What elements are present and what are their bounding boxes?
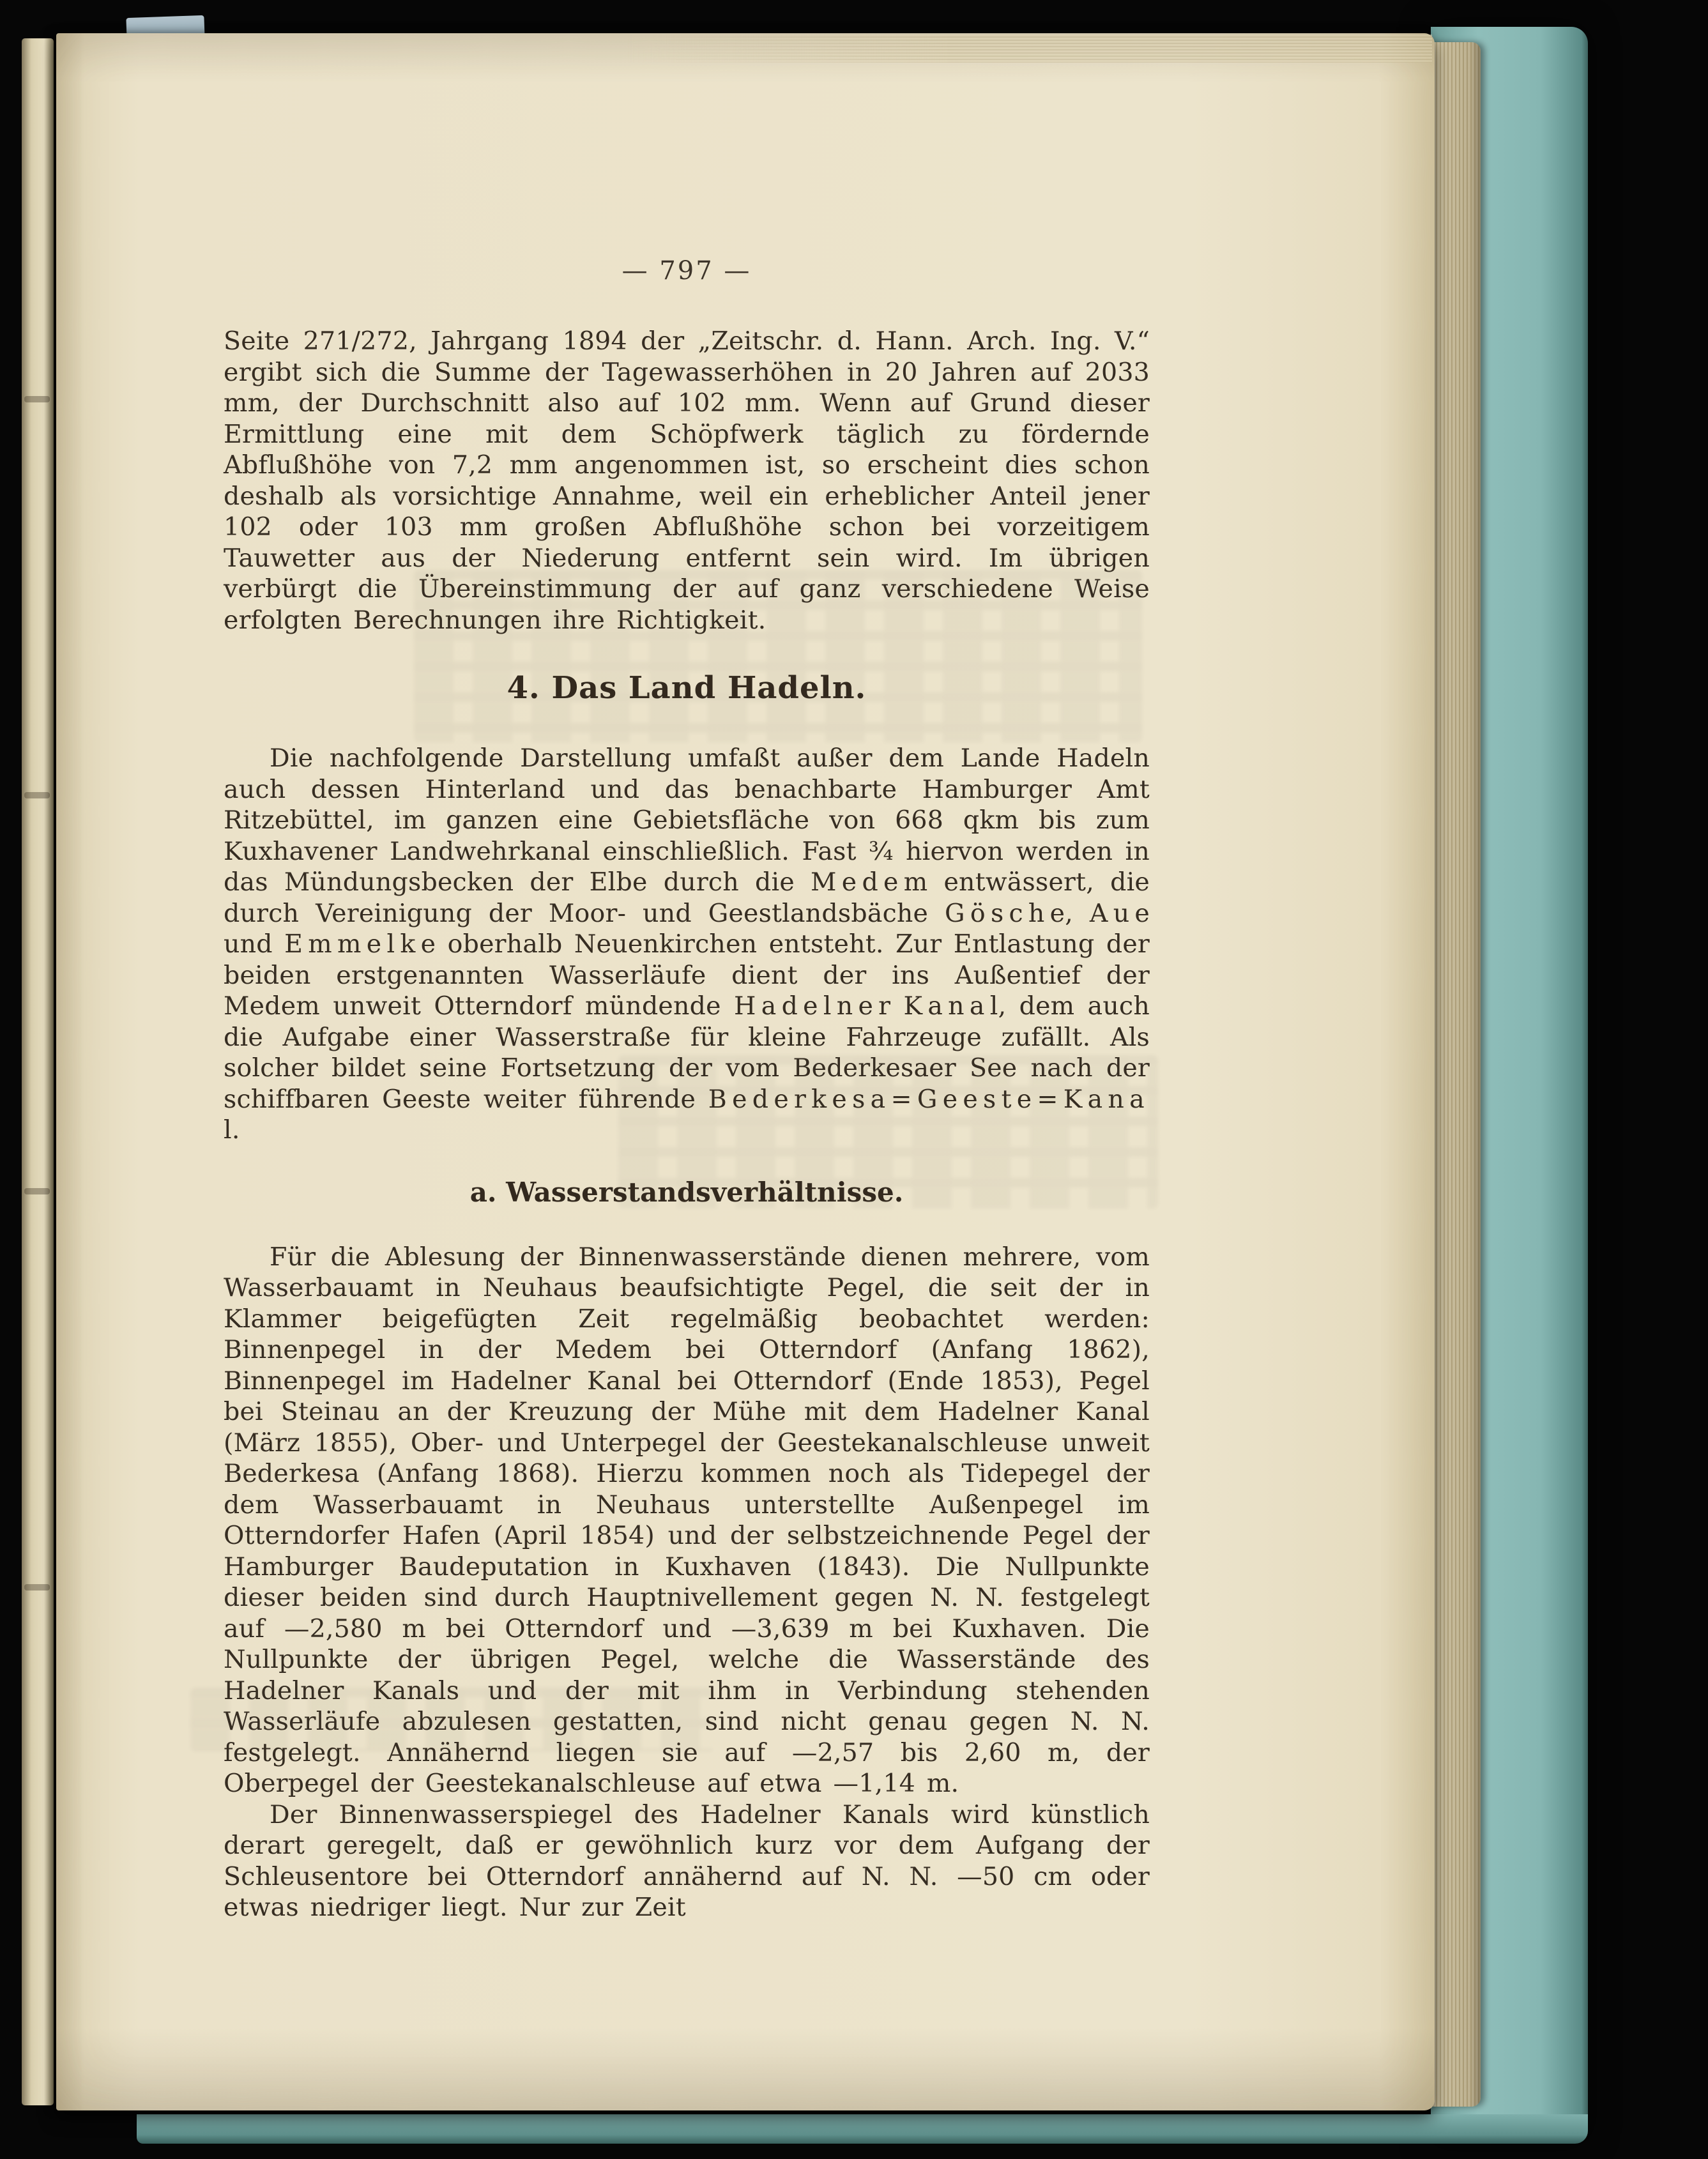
left-page-edge — [22, 38, 54, 2105]
stitch-mark — [24, 1188, 50, 1194]
paragraph-3: Für die Ablesung der Binnenwasserstände dienen mehrere, vom Wasserbauamt in Neuhaus beaufsichtigte Pegel, die seit der in Klammer beigefügten Zeit regelmäßig beobachtet werden: Binnenpegel in der Medem bei Otterndorf (Anfang 1862), Binnenpegel im Hadelner Kanal bei Otterndorf (Ende 1853), Pegel bei Steinau an der Kreuzung der Mühe mit dem Hadelner Kanal (März 1855), Ober- und Unterpegel der Geestekanalschleuse unweit Bederkesa (Anfang 1868). Hierzu kommen noch als Tidepegel der dem Wasserbauamt in Neuhaus unterstellte Außenpegel im Otterndorfer Hafen (April 1854) und der selbstzeichnende Pegel der Hamburger Baudeputation in Kuxhaven (1843). Die Nullpunkte dieser beiden sind durch Hauptnivellement gegen N. N. festgelegt auf —2,580 m bei Otterndorf und —3,639 m bei Kuxhaven. Die Nullpunkte der übrigen Pegel, welche die Wasserstände des Hadelner Kanals und der mit ihm in Verbindung stehenden Wasserläufe abzulesen gestatten, sind nicht genau gegen N. N. festgelegt. Annähernd liegen sie auf —2,57 bis 2,60 m, der Oberpegel der Geestekanalschleuse auf etwa —1,14 m. — [224, 1242, 1150, 1798]
page-number: — 797 — — [621, 256, 752, 286]
section-heading: 4. Das Land Hadeln. — [507, 670, 867, 706]
subsection-heading: a. Wasserstandsverhältnisse. — [469, 1176, 904, 1208]
text-column — [224, 256, 1150, 1923]
stitch-mark — [24, 1584, 50, 1591]
paragraph-4: Der Binnenwasserspiegel des Hadelner Kanals wird künstlich derart geregelt, daß er gewöhnlich kurz vor dem Aufgang der Schleusentore bei Otterndorf annähernd auf N. N. —50 cm oder etwas niedriger liegt. Nur zur Zeit — [224, 1799, 1150, 1922]
book-page — [56, 33, 1435, 2110]
book-cover-bottom — [137, 2114, 1588, 2144]
paragraph-1: Seite 271/272, Jahrgang 1894 der „Zeitschr. d. Hann. Arch. Ing. V.“ ergibt sich die Summe der Tagewasserhöhen in 20 Jahren auf 2033 mm, der Durchschnitt also auf 102 mm. Wenn auf Grund dieser Ermittlung eine mit dem Schöpfwerk täglich zu fördernde Abflußhöhe von 7,2 mm angenommen ist, so erscheint dies schon deshalb als vorsichtige Annahme, weil ein erheblicher Anteil jener 102 oder 103 mm großen Abflußhöhe schon bei vorzeitigem Tauwetter aus der Niederung entfernt sein wird. Im übrigen verbürgt die Übereinstimmung der auf ganz verschiedene Weise erfolgten Berechnungen ihre Richtigkeit. — [224, 326, 1150, 635]
stitch-mark — [24, 792, 50, 798]
paragraph-2: Die nachfolgende Darstellung umfaßt außer dem Lande Hadeln auch dessen Hinterland und das benachbarte Hamburger Amt Ritzebüttel, im ganzen eine Gebietsfläche von 668 qkm bis zum Kuxhavener Landwehrkanal einschließlich. Fast ¾ hiervon werden in das Mündungsbecken der Elbe durch die M e d e m entwässert, die durch Vereinigung der Moor- und Geestlandsbäche G ö s c h e, A u e und E m m e l k e oberhalb Neuenkirchen entsteht. Zur Entlastung der beiden erstgenannten Wasserläufe dient der ins Außentief der Medem unweit Otterndorf mündende H a d e l n e r K a n a l, dem auch die Aufgabe einer Wasserstraße für kleine Fahrzeuge zufällt. Als solcher bildet seine Fortsetzung der vom Bederkesaer See nach der schiffbaren Geeste weiter führende B e d e r k e s a = G e e s t e = K a n a l. — [224, 744, 1150, 1145]
page-stack-top-edge — [626, 34, 1432, 63]
stitch-mark — [24, 396, 50, 402]
